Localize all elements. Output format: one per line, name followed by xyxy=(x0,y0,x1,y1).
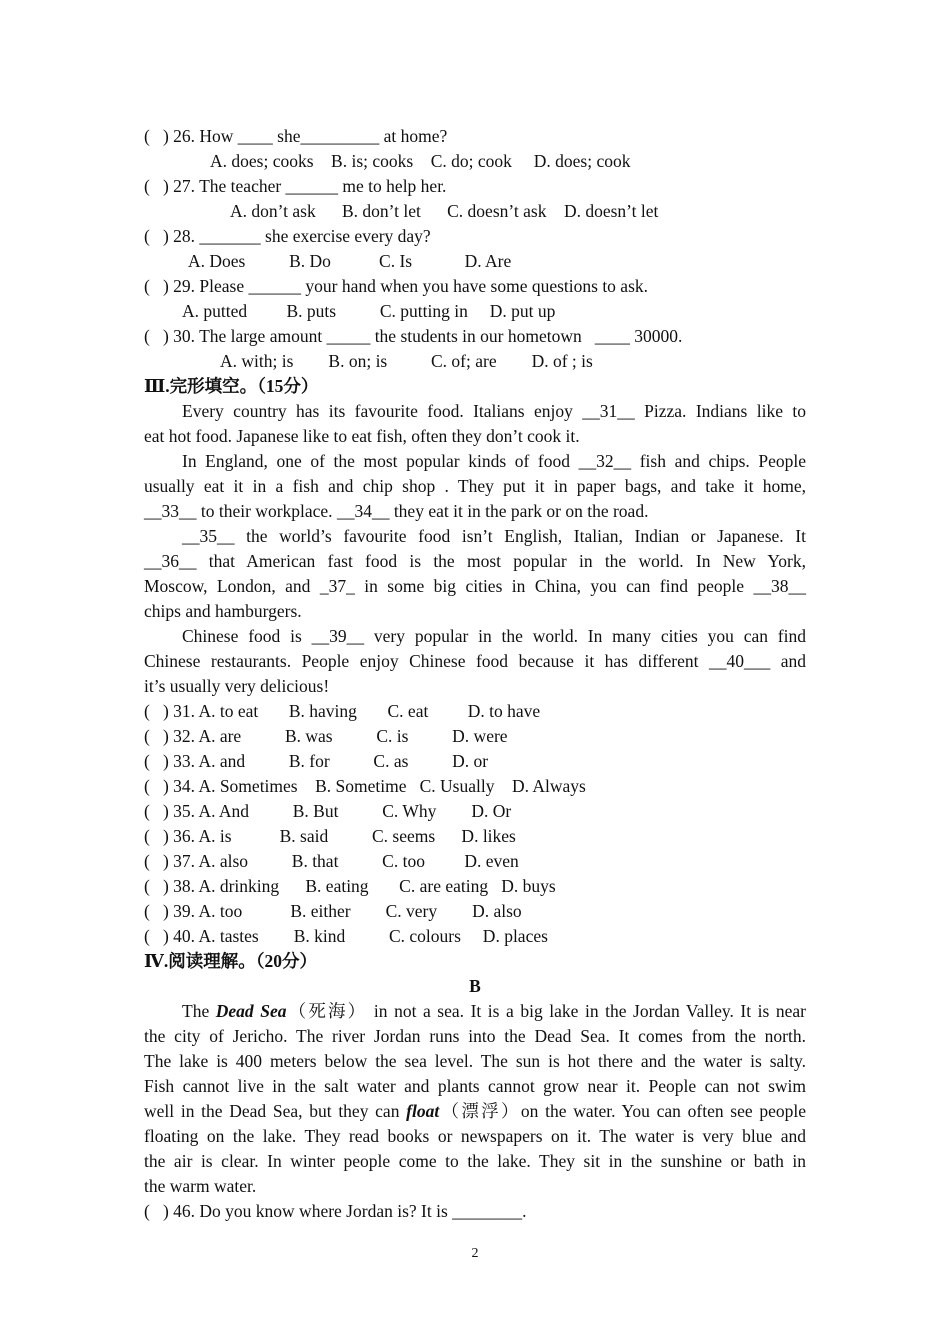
passage-line: __33__ to their workplace. __34__ they eat it in the park or on the road. xyxy=(144,501,649,521)
blank-35: __35__ xyxy=(182,526,235,546)
cloze-question-33: ( ) 33. A. and B. for C. as D. or xyxy=(144,751,489,771)
passage-line: Every country has its favourite food. Italians enjoy __31__ Pizza. Indians like to xyxy=(182,401,806,421)
question-28-options: A. Does B. Do C. Is D. Are xyxy=(188,251,512,271)
blank-36: __36__ xyxy=(144,551,197,571)
reading-line: Fish cannot live in the salt water and plants cannot grow near it. People can not swim xyxy=(144,1076,806,1096)
blank-34: __34__ xyxy=(336,501,390,521)
cloze-question-34: ( ) 34. A. Sometimes B. Sometime C. Usually D. Always xyxy=(144,776,586,796)
question-29-options: A. putted B. puts C. putting in D. put up xyxy=(182,301,556,321)
question-46: ( ) 46. Do you know where Jordan is? It is ________. xyxy=(144,1201,527,1221)
dead-sea-term: Dead Sea xyxy=(215,1001,287,1021)
blank-33: __33__ xyxy=(144,501,197,521)
question-28: ( ) 28. _______ she exercise every day? xyxy=(144,226,431,246)
cloze-question-31: ( ) 31. A. to eat B. having C. eat D. to have xyxy=(144,701,541,721)
blank-31: __31__ xyxy=(582,401,635,421)
cloze-question-35: ( ) 35. A. And B. But C. Why D. Or xyxy=(144,801,512,821)
passage-line: eat hot food. Japanese like to eat fish, often they don’t cook it. xyxy=(144,426,580,446)
exam-page xyxy=(144,124,806,1224)
passage-line: it’s usually very delicious! xyxy=(144,676,330,696)
section-3-heading: Ⅲ.完形填空。（15分） xyxy=(144,376,319,396)
cloze-question-36: ( ) 36. A. is B. said C. seems D. likes xyxy=(144,826,516,846)
reading-line: The lake is 400 meters below the sea level. The sun is hot there and the water is salty. xyxy=(144,1051,806,1071)
page-number: 2 xyxy=(471,1246,479,1261)
passage-line: usually eat it in a fish and chip shop . They put it in paper bags, and take it home, xyxy=(144,476,806,496)
blank-40: __40___ xyxy=(708,651,771,671)
question-26: ( ) 26. How ____ she_________ at home? xyxy=(144,126,448,146)
question-27: ( ) 27. The teacher ______ me to help her. xyxy=(144,176,447,196)
float-term: float xyxy=(406,1101,440,1121)
reading-line: The Dead Sea（死海） in not a sea. It is a big lake in the Jordan Valley. It is near xyxy=(182,1001,807,1021)
reading-line: the air is clear. In winter people come to the lake. They sit in the sunshine or bath in xyxy=(144,1151,806,1171)
section-4-heading: Ⅳ.阅读理解。（20分） xyxy=(144,951,317,971)
question-29: ( ) 29. Please ______ your hand when you have some questions to ask. xyxy=(144,276,649,296)
reading-line: the city of Jericho. The river Jordan runs into the Dead Sea. It comes from the north. xyxy=(144,1026,806,1046)
passage-line: __35__ the world’s favourite food isn’t English, Italian, Indian or Japanese. It xyxy=(182,526,806,546)
cloze-question-37: ( ) 37. A. also B. that C. too D. even xyxy=(144,851,519,871)
cloze-question-32: ( ) 32. A. are B. was C. is D. were xyxy=(144,726,508,746)
cloze-question-39: ( ) 39. A. too B. either C. very D. also xyxy=(144,901,522,921)
blank-37: _37_ xyxy=(319,576,355,596)
blank-32: __32__ xyxy=(578,451,632,471)
question-27-options: A. don’t ask B. don’t let C. doesn’t ask D. doesn’t let xyxy=(230,201,659,221)
reading-line: well in the Dead Sea, but they can float（漂浮）on the water. You can often see people xyxy=(144,1101,806,1121)
passage-line: Moscow, London, and _37_ in some big cities in China, you can find people __38__ xyxy=(144,576,806,596)
passage-line: Chinese restaurants. People enjoy Chinese food because it has different __40___ and xyxy=(144,651,806,671)
reading-line: floating on the lake. They read books or newspapers on it. The water is very blue and xyxy=(144,1126,806,1146)
cloze-question-40: ( ) 40. A. tastes B. kind C. colours D. places xyxy=(144,926,548,946)
question-26-options: A. does; cooks B. is; cooks C. do; cook D. does; cook xyxy=(210,151,631,171)
reading-label: B xyxy=(469,976,481,996)
question-30-options: A. with; is B. on; is C. of; are D. of ; is xyxy=(220,351,593,371)
passage-line: Chinese food is __39__ very popular in the world. In many cities you can find xyxy=(182,626,806,646)
cloze-question-38: ( ) 38. A. drinking B. eating C. are eating D. buys xyxy=(144,876,556,896)
reading-line: the warm water. xyxy=(144,1176,257,1196)
blank-39: __39__ xyxy=(311,626,365,646)
passage-line: __36__ that American fast food is the most popular in the world. In New York, xyxy=(144,551,806,571)
blank-38: __38__ xyxy=(753,576,806,596)
passage-line: chips and hamburgers. xyxy=(144,601,302,621)
question-30: ( ) 30. The large amount _____ the students in our hometown ____ 30000. xyxy=(144,326,683,346)
passage-line: In England, one of the most popular kinds of food __32__ fish and chips. People xyxy=(182,451,806,471)
